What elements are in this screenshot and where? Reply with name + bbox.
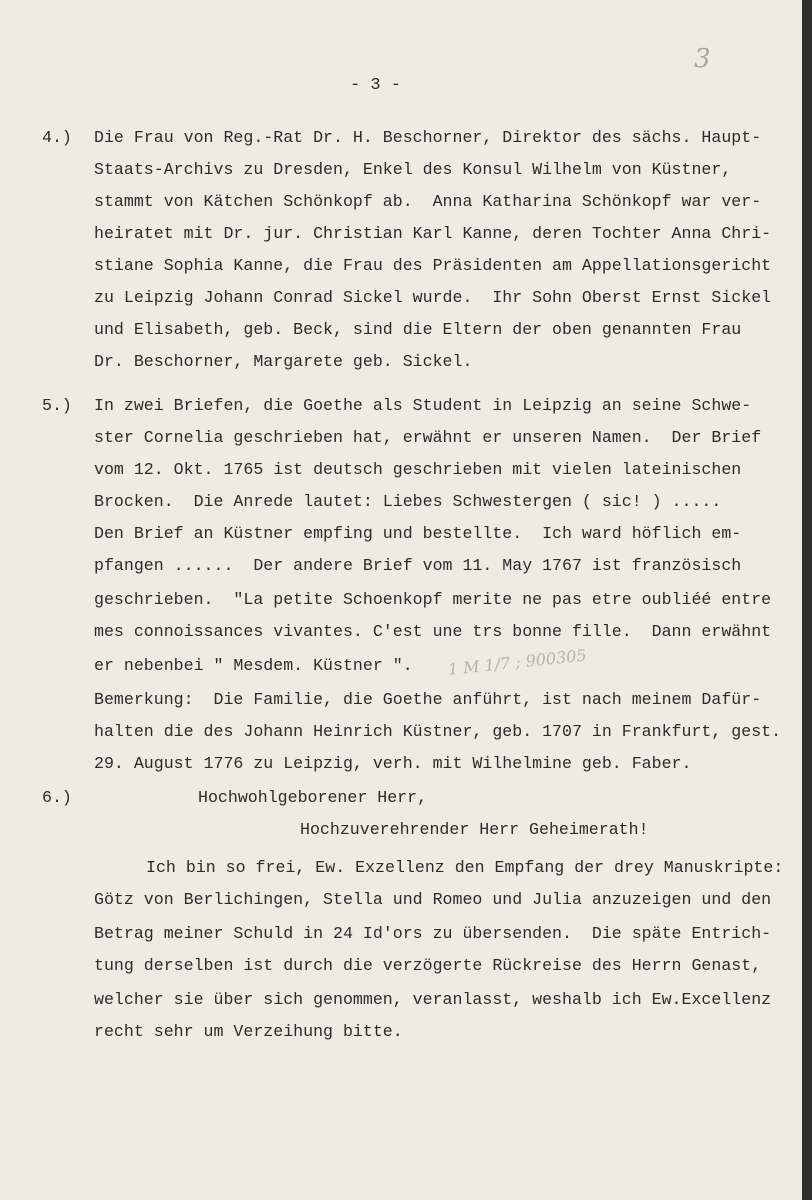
letter-salutation: Hochwohlgeborener Herr,: [198, 788, 428, 807]
text-line: er nebenbei " Mesdem. Küstner ".: [94, 656, 413, 675]
text-line: halten die des Johann Heinrich Küstner, geb. 1707 in Frankfurt, gest.: [94, 722, 782, 741]
item-number-4: 4.): [42, 128, 72, 147]
text-line: In zwei Briefen, die Goethe als Student in Leipzig an seine Schwe-: [94, 396, 752, 415]
pencil-annotation: 1 M 1/7 ; 900305: [447, 645, 588, 679]
text-line: Betrag meiner Schuld in 24 Id'ors zu übersenden. Die späte Entrich-: [94, 924, 772, 943]
item-number-5: 5.): [42, 396, 72, 415]
text-line: tung derselben ist durch die verzögerte Rückreise des Herrn Genast,: [94, 956, 762, 975]
text-line: Bemerkung: Die Familie, die Goethe anführt, ist nach meinem Dafür-: [94, 690, 762, 709]
text-line: Den Brief an Küstner empfing und bestellte. Ich ward höflich em-: [94, 524, 742, 543]
text-line: heiratet mit Dr. jur. Christian Karl Kanne, deren Tochter Anna Chri-: [94, 224, 772, 243]
text-line: zu Leipzig Johann Conrad Sickel wurde. Ihr Sohn Oberst Ernst Sickel: [94, 288, 772, 307]
page-edge: [802, 0, 812, 1200]
text-line: stiane Sophia Kanne, die Frau des Präsidenten am Appellationsgericht: [94, 256, 772, 275]
letter-salutation-2: Hochzuverehrender Herr Geheimerath!: [300, 820, 649, 839]
text-line: vom 12. Okt. 1765 ist deutsch geschrieben mit vielen lateinischen: [94, 460, 742, 479]
text-line: stammt von Kätchen Schönkopf ab. Anna Katharina Schönkopf war ver-: [94, 192, 762, 211]
text-line: Brocken. Die Anrede lautet: Liebes Schwestergen ( sic! ) .....: [94, 492, 722, 511]
text-line: und Elisabeth, geb. Beck, sind die Eltern der oben genannten Frau: [94, 320, 742, 339]
text-line: Götz von Berlichingen, Stella und Romeo und Julia anzuzeigen und den: [94, 890, 772, 909]
text-line: ster Cornelia geschrieben hat, erwähnt er unseren Namen. Der Brief: [94, 428, 762, 447]
text-line: Ich bin so frei, Ew. Exzellenz den Empfang der drey Manuskripte:: [146, 858, 784, 877]
page-header: - 3 -: [350, 76, 402, 95]
text-line: mes connoissances vivantes. C'est une trs bonne fille. Dann erwähnt: [94, 622, 772, 641]
text-line: welcher sie über sich genommen, veranlasst, weshalb ich Ew.Excellenz: [94, 990, 772, 1009]
text-line: Die Frau von Reg.-Rat Dr. H. Beschorner, Direktor des sächs. Haupt-: [94, 128, 762, 147]
text-line: recht sehr um Verzeihung bitte.: [94, 1022, 403, 1041]
text-line: geschrieben. "La petite Schoenkopf merite ne pas etre oubliéé entre: [94, 590, 772, 609]
item-number-6: 6.): [42, 788, 72, 807]
text-line: Staats-Archivs zu Dresden, Enkel des Konsul Wilhelm von Küstner,: [94, 160, 732, 179]
pencil-page-number: 3: [694, 44, 711, 74]
text-line: 29. August 1776 zu Leipzig, verh. mit Wilhelmine geb. Faber.: [94, 754, 692, 773]
text-line: Dr. Beschorner, Margarete geb. Sickel.: [94, 352, 473, 371]
text-line: pfangen ...... Der andere Brief vom 11. May 1767 ist französisch: [94, 556, 742, 575]
